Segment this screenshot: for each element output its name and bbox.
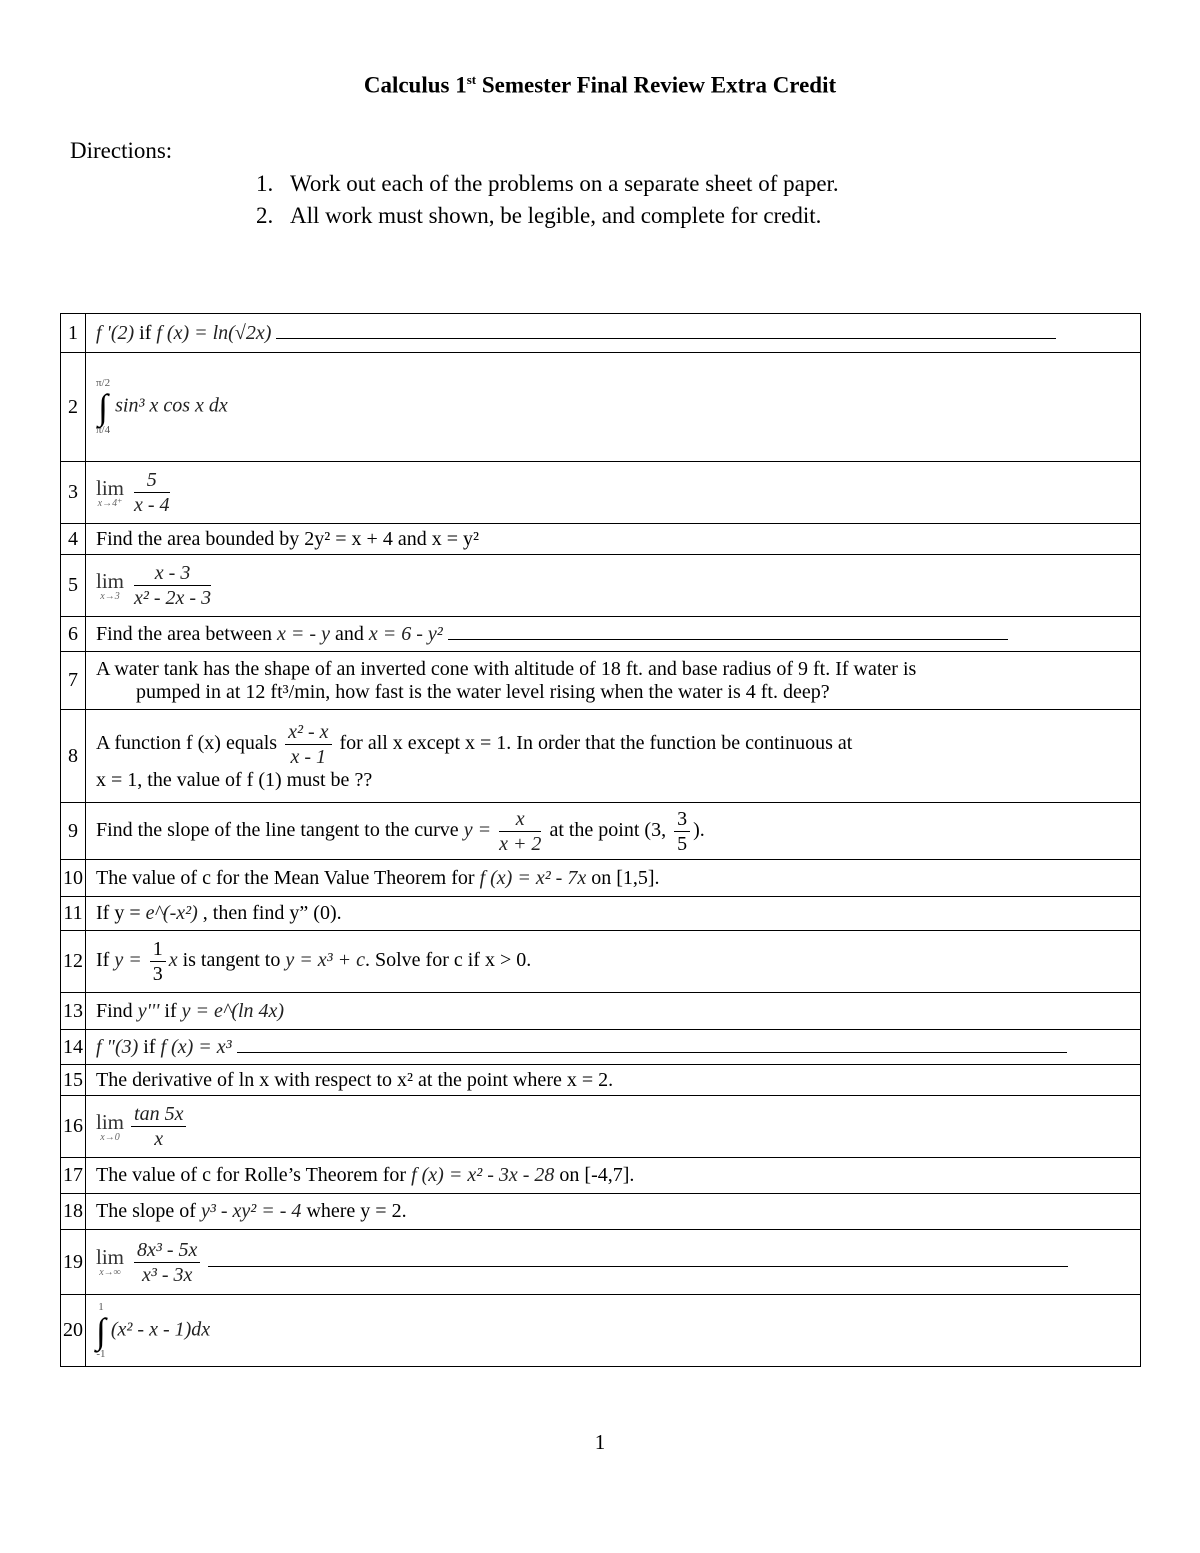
problem-text: If y = e^(-x²) , then find y” (0). — [86, 897, 1141, 931]
problem-number: 10 — [61, 860, 86, 897]
problem-number: 3 — [61, 462, 86, 524]
problem-text: Find the area bounded by 2y² = x + 4 and x = y² — [86, 524, 1141, 555]
problem-text: f '(2) if f (x) = ln(√2x) — [86, 314, 1141, 353]
problem-row — [61, 1295, 1141, 1367]
problem-number: 12 — [61, 931, 86, 993]
problem-text: 1 ∫ -1 (x² - x - 1)dx — [86, 1295, 1141, 1367]
problem-text: The derivative of ln x with respect to x² at the point where x = 2. — [86, 1065, 1141, 1096]
problem-row — [61, 803, 1141, 860]
problem-number: 5 — [61, 555, 86, 617]
integral-symbol: 1 ∫ -1 — [96, 1300, 106, 1360]
problem-text: π/2 ∫ π/4 sin³ x cos x dx — [86, 353, 1141, 462]
problem-row — [61, 1030, 1141, 1065]
problem-number: 14 — [61, 1030, 86, 1065]
problem-text: A water tank has the shape of an inverted cone with altitude of 18 ft. and base radius of 9 ft. If water is pumped in at 12 ft³/min, how fast is the water level rising when the water is 4 ft. deep? — [86, 652, 1141, 710]
problem-text: A function f (x) equals $\frac{\text{x² - x}}{x - 1}$ for all x except x = 1. In order that the function be continuous at x = 1, the value of f (1) must be ?? — [86, 710, 1141, 803]
problem-number: 4 — [61, 524, 86, 555]
problem-row — [61, 860, 1141, 897]
problem-row — [61, 555, 1141, 617]
directions-item: 2. All work must shown, be legible, and complete for credit. — [256, 203, 822, 228]
problem-text: Find y''' if y = e^(ln 4x) — [86, 993, 1141, 1030]
problem-number: 2 — [61, 353, 86, 462]
page-title: Calculus 1st Semester Final Review Extra Credit — [363, 72, 837, 98]
problem-number: 13 — [61, 993, 86, 1030]
problem-number: 6 — [61, 617, 86, 652]
problem-text: lim x→∞ $\frac{\text{8x³ - 5x}}{\text{x³ - 3x}}$ — [86, 1230, 1141, 1295]
problem-text: lim x→0 $\frac{\tan 5x}{x}$ — [86, 1096, 1141, 1158]
directions-label: Directions: — [70, 138, 173, 163]
directions-list — [256, 168, 839, 232]
problem-row — [61, 314, 1141, 353]
problem-text: Find the area between x = - y and x = 6 - y² — [86, 617, 1141, 652]
problem-number: 15 — [61, 1065, 86, 1096]
problem-row — [61, 524, 1141, 555]
problem-row — [61, 1230, 1141, 1295]
problem-row — [61, 1096, 1141, 1158]
problem-text: The value of c for the Mean Value Theorem for f (x) = x² - 7x on [1,5]. — [86, 860, 1141, 897]
problem-number: 16 — [61, 1096, 86, 1158]
problem-row — [61, 1194, 1141, 1230]
problem-text: The slope of y³ - xy² = - 4 where y = 2. — [86, 1194, 1141, 1230]
directions-item: 1. Work out each of the problems on a separate sheet of paper. — [256, 171, 839, 196]
problem-row — [61, 931, 1141, 993]
problem-number: 18 — [61, 1194, 86, 1230]
problem-text: Find the slope of the line tangent to the curve y = $\frac{x}{x + 2}$ at the point (3, $\frac{3}{5}$ ). — [86, 803, 1141, 860]
problem-row — [61, 1065, 1141, 1096]
problem-number: 1 — [61, 314, 86, 353]
page-number: 1 — [594, 1430, 606, 1454]
problem-text: The value of c for Rolle’s Theorem for f (x) = x² - 3x - 28 on [-4,7]. — [86, 1158, 1141, 1194]
problem-row — [61, 652, 1141, 710]
problem-row — [61, 993, 1141, 1030]
problem-number: 8 — [61, 710, 86, 803]
problem-number: 19 — [61, 1230, 86, 1295]
problem-row — [61, 1158, 1141, 1194]
integral-symbol: π/2 ∫ π/4 — [96, 377, 111, 436]
problems-table — [60, 313, 1141, 1367]
problem-text: lim x→3 $\frac{x - 3}{\text{x² - 2x - 3}}$ — [86, 555, 1141, 617]
problem-text: If y = $\frac{1}{3}$ x is tangent to y = x³ + c. Solve for c if x > 0. — [86, 931, 1141, 993]
problem-number: 11 — [61, 897, 86, 931]
problem-number: 20 — [61, 1295, 86, 1367]
problem-number: 7 — [61, 652, 86, 710]
problem-row — [61, 617, 1141, 652]
problem-row — [61, 353, 1141, 462]
problem-row — [61, 710, 1141, 803]
problem-row — [61, 462, 1141, 524]
problem-number: 17 — [61, 1158, 86, 1194]
problem-text: f "(3) if f (x) = x³ — [86, 1030, 1141, 1065]
problem-text: lim x→4⁺ $\frac{5}{x - 4}$ — [86, 462, 1141, 524]
problem-number: 9 — [61, 803, 86, 860]
problem-row — [61, 897, 1141, 931]
